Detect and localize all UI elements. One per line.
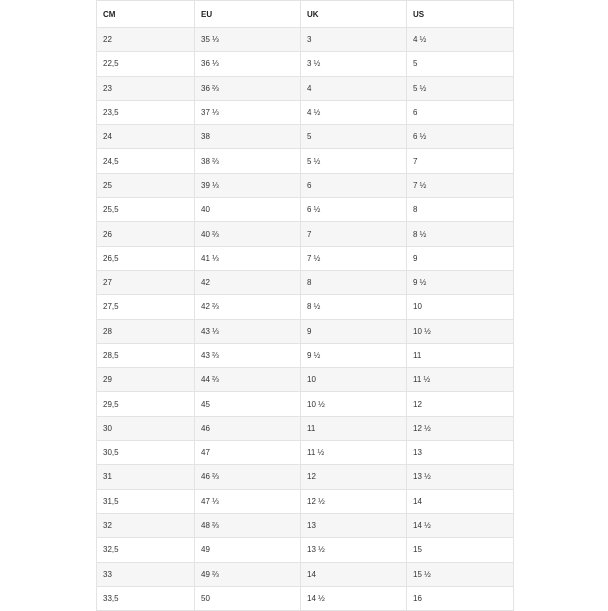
cell-us: 16 xyxy=(407,586,514,610)
cell-cm: 30,5 xyxy=(97,441,195,465)
cell-us: 8 ½ xyxy=(407,222,514,246)
cell-cm: 28 xyxy=(97,319,195,343)
table-row xyxy=(97,368,514,392)
cell-us: 6 xyxy=(407,100,514,124)
cell-uk: 7 xyxy=(301,222,407,246)
cell-uk: 11 xyxy=(301,416,407,440)
cell-cm: 22,5 xyxy=(97,52,195,76)
table-row xyxy=(97,343,514,367)
cell-cm: 26,5 xyxy=(97,246,195,270)
size-conversion-table xyxy=(96,0,514,611)
table-row xyxy=(97,586,514,610)
cell-uk: 8 ½ xyxy=(301,295,407,319)
cell-cm: 32,5 xyxy=(97,538,195,562)
cell-eu: 48 ⅔ xyxy=(195,513,301,537)
cell-cm: 29 xyxy=(97,368,195,392)
cell-cm: 23,5 xyxy=(97,100,195,124)
cell-uk: 14 ½ xyxy=(301,586,407,610)
cell-cm: 31,5 xyxy=(97,489,195,513)
cell-uk: 9 xyxy=(301,319,407,343)
cell-cm: 23 xyxy=(97,76,195,100)
cell-eu: 43 ⅓ xyxy=(195,319,301,343)
cell-eu: 47 ⅓ xyxy=(195,489,301,513)
cell-cm: 31 xyxy=(97,465,195,489)
cell-us: 14 ½ xyxy=(407,513,514,537)
cell-eu: 40 ⅔ xyxy=(195,222,301,246)
cell-eu: 39 ⅓ xyxy=(195,173,301,197)
table-row xyxy=(97,270,514,294)
table-row xyxy=(97,173,514,197)
cell-uk: 10 xyxy=(301,368,407,392)
cell-us: 15 ½ xyxy=(407,562,514,586)
header-eu: EU xyxy=(195,1,301,28)
cell-eu: 40 xyxy=(195,198,301,222)
table-row xyxy=(97,28,514,52)
cell-cm: 26 xyxy=(97,222,195,246)
table-row xyxy=(97,489,514,513)
cell-eu: 42 xyxy=(195,270,301,294)
cell-us: 12 ½ xyxy=(407,416,514,440)
cell-cm: 33,5 xyxy=(97,586,195,610)
cell-us: 5 xyxy=(407,52,514,76)
cell-uk: 4 xyxy=(301,76,407,100)
cell-uk: 7 ½ xyxy=(301,246,407,270)
cell-eu: 38 ⅔ xyxy=(195,149,301,173)
cell-cm: 22 xyxy=(97,28,195,52)
cell-eu: 36 ⅓ xyxy=(195,52,301,76)
cell-cm: 30 xyxy=(97,416,195,440)
cell-uk: 5 xyxy=(301,125,407,149)
cell-us: 9 ½ xyxy=(407,270,514,294)
table-row xyxy=(97,562,514,586)
cell-uk: 10 ½ xyxy=(301,392,407,416)
cell-eu: 47 xyxy=(195,441,301,465)
cell-uk: 12 xyxy=(301,465,407,489)
cell-cm: 25,5 xyxy=(97,198,195,222)
cell-cm: 28,5 xyxy=(97,343,195,367)
cell-eu: 37 ⅓ xyxy=(195,100,301,124)
table-row xyxy=(97,392,514,416)
table-row xyxy=(97,513,514,537)
table-row xyxy=(97,149,514,173)
cell-cm: 25 xyxy=(97,173,195,197)
cell-eu: 49 ⅔ xyxy=(195,562,301,586)
cell-us: 13 xyxy=(407,441,514,465)
table-row xyxy=(97,222,514,246)
cell-us: 6 ½ xyxy=(407,125,514,149)
table-row xyxy=(97,465,514,489)
cell-us: 8 xyxy=(407,198,514,222)
size-chart xyxy=(96,0,513,611)
cell-us: 4 ½ xyxy=(407,28,514,52)
cell-uk: 8 xyxy=(301,270,407,294)
cell-uk: 3 ½ xyxy=(301,52,407,76)
table-row xyxy=(97,125,514,149)
cell-uk: 13 xyxy=(301,513,407,537)
cell-us: 11 xyxy=(407,343,514,367)
cell-us: 10 xyxy=(407,295,514,319)
cell-us: 14 xyxy=(407,489,514,513)
header-uk: UK xyxy=(301,1,407,28)
cell-us: 10 ½ xyxy=(407,319,514,343)
header-row xyxy=(97,1,514,28)
table-row xyxy=(97,319,514,343)
cell-uk: 5 ½ xyxy=(301,149,407,173)
cell-eu: 35 ⅓ xyxy=(195,28,301,52)
cell-eu: 46 xyxy=(195,416,301,440)
cell-eu: 41 ⅓ xyxy=(195,246,301,270)
cell-uk: 6 xyxy=(301,173,407,197)
cell-eu: 50 xyxy=(195,586,301,610)
cell-eu: 46 ⅔ xyxy=(195,465,301,489)
cell-cm: 33 xyxy=(97,562,195,586)
table-row xyxy=(97,538,514,562)
cell-cm: 32 xyxy=(97,513,195,537)
table-row xyxy=(97,76,514,100)
cell-eu: 43 ⅔ xyxy=(195,343,301,367)
cell-uk: 4 ½ xyxy=(301,100,407,124)
table-row xyxy=(97,441,514,465)
cell-uk: 12 ½ xyxy=(301,489,407,513)
table-row xyxy=(97,246,514,270)
cell-uk: 6 ½ xyxy=(301,198,407,222)
cell-us: 7 xyxy=(407,149,514,173)
cell-cm: 27,5 xyxy=(97,295,195,319)
cell-uk: 9 ½ xyxy=(301,343,407,367)
table-row xyxy=(97,295,514,319)
table-body xyxy=(97,28,514,611)
table-row xyxy=(97,416,514,440)
cell-eu: 45 xyxy=(195,392,301,416)
cell-cm: 24 xyxy=(97,125,195,149)
cell-cm: 27 xyxy=(97,270,195,294)
cell-eu: 42 ⅔ xyxy=(195,295,301,319)
cell-cm: 24,5 xyxy=(97,149,195,173)
cell-eu: 38 xyxy=(195,125,301,149)
cell-eu: 49 xyxy=(195,538,301,562)
cell-eu: 44 ⅔ xyxy=(195,368,301,392)
table-row xyxy=(97,100,514,124)
cell-uk: 3 xyxy=(301,28,407,52)
cell-uk: 11 ½ xyxy=(301,441,407,465)
cell-us: 9 xyxy=(407,246,514,270)
cell-us: 12 xyxy=(407,392,514,416)
cell-us: 11 ½ xyxy=(407,368,514,392)
header-us: US xyxy=(407,1,514,28)
cell-us: 7 ½ xyxy=(407,173,514,197)
cell-cm: 29,5 xyxy=(97,392,195,416)
table-row xyxy=(97,198,514,222)
cell-eu: 36 ⅔ xyxy=(195,76,301,100)
cell-uk: 14 xyxy=(301,562,407,586)
cell-us: 15 xyxy=(407,538,514,562)
cell-us: 5 ½ xyxy=(407,76,514,100)
header-cm: CM xyxy=(97,1,195,28)
table-row xyxy=(97,52,514,76)
cell-uk: 13 ½ xyxy=(301,538,407,562)
cell-us: 13 ½ xyxy=(407,465,514,489)
